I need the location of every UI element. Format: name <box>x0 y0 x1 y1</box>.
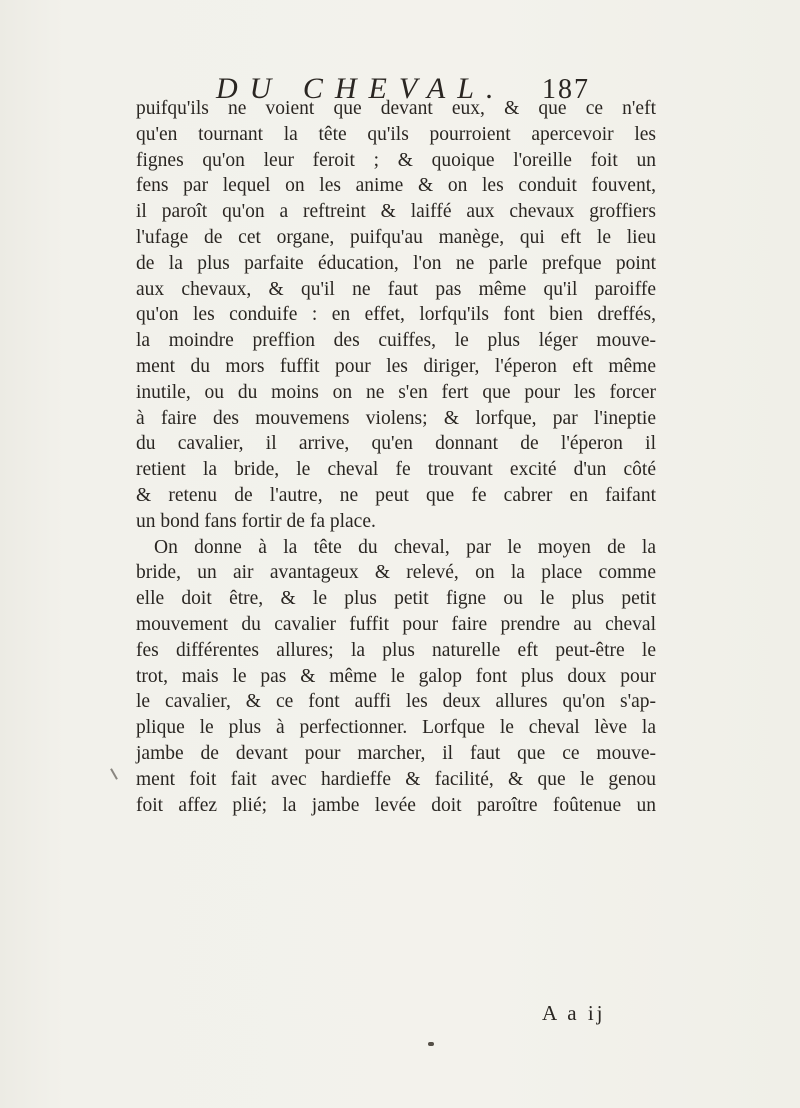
paragraph-end-line: un bond fans fortir de fa place. <box>136 510 376 532</box>
text-line: jambe de devant pour marcher, il faut que ce mouve- <box>136 742 656 764</box>
text-line: fignes qu'on leur feroit ; & quoique l'oreille foit un <box>136 149 656 171</box>
text-line: ment foit fait avec hardieffe & facilité, & que le genou <box>136 768 656 790</box>
text-line: le cavalier, & ce font auffi les deux allures qu'on s'ap- <box>136 691 656 713</box>
margin-stray-mark <box>110 768 118 779</box>
text-line: elle doit être, & le plus petit figne ou le plus petit <box>136 588 656 610</box>
body-text <box>136 96 656 818</box>
running-title: DU CHEVAL. <box>216 72 506 105</box>
text-line: fens par lequel on les anime & on les conduit fouvent, <box>136 175 656 197</box>
paragraph-start-line: On donne à la tête du cheval, par le moyen de la <box>154 536 656 558</box>
text-line: & retenu de l'autre, ne peut que fe cabrer en faifant <box>136 484 656 506</box>
text-line: aux chevaux, & qu'il ne faut pas même qu'il paroiffe <box>136 278 656 300</box>
text-line: inutile, ou du moins on ne s'en fert que pour les forcer <box>136 381 656 403</box>
text-line: la moindre preffion des cuiffes, le plus léger mouve- <box>136 330 656 352</box>
text-line: mouvement du cavalier fuffit pour faire prendre au cheval <box>136 613 656 635</box>
text-line: puifqu'ils ne voient que devant eux, & que ce n'eft <box>136 98 656 119</box>
ink-speck <box>428 1042 434 1046</box>
text-line: il paroît qu'on a reftreint & laiffé aux chevaux groffiers <box>136 201 656 223</box>
signature-mark: A a ij <box>542 1001 606 1025</box>
text-line: plique le plus à perfectionner. Lorfque le cheval lève la <box>136 717 656 739</box>
text-line: qu'on les conduife : en effet, lorfqu'ils font bien dreffés, <box>136 304 656 326</box>
text-line: à faire des mouvemens violens; & lorfque, par l'ineptie <box>136 407 656 429</box>
text-line: l'ufage de cet organe, puifqu'au manège, qui eft le lieu <box>136 226 656 248</box>
text-line: qu'en tournant la tête qu'ils pourroient apercevoir les <box>136 123 656 145</box>
text-line: retient la bride, le cheval fe trouvant excité d'un côté <box>136 459 656 481</box>
text-line: du cavalier, il arrive, qu'en donnant de l'éperon il <box>136 433 656 455</box>
text-line: bride, un air avantageux & relevé, on la place comme <box>136 562 656 584</box>
text-line: fes différentes allures; la plus naturelle eft peut-être le <box>136 639 656 661</box>
page-number: 187 <box>542 74 590 105</box>
text-line: ment du mors fuffit pour les diriger, l'éperon eft même <box>136 355 656 377</box>
text-line: trot, mais le pas & même le galop font plus doux pour <box>136 665 656 687</box>
text-line: foit affez plié; la jambe levée doit paroître foûtenue un <box>136 794 656 816</box>
text-line: de la plus parfaite éducation, l'on ne parle prefque point <box>136 252 656 274</box>
